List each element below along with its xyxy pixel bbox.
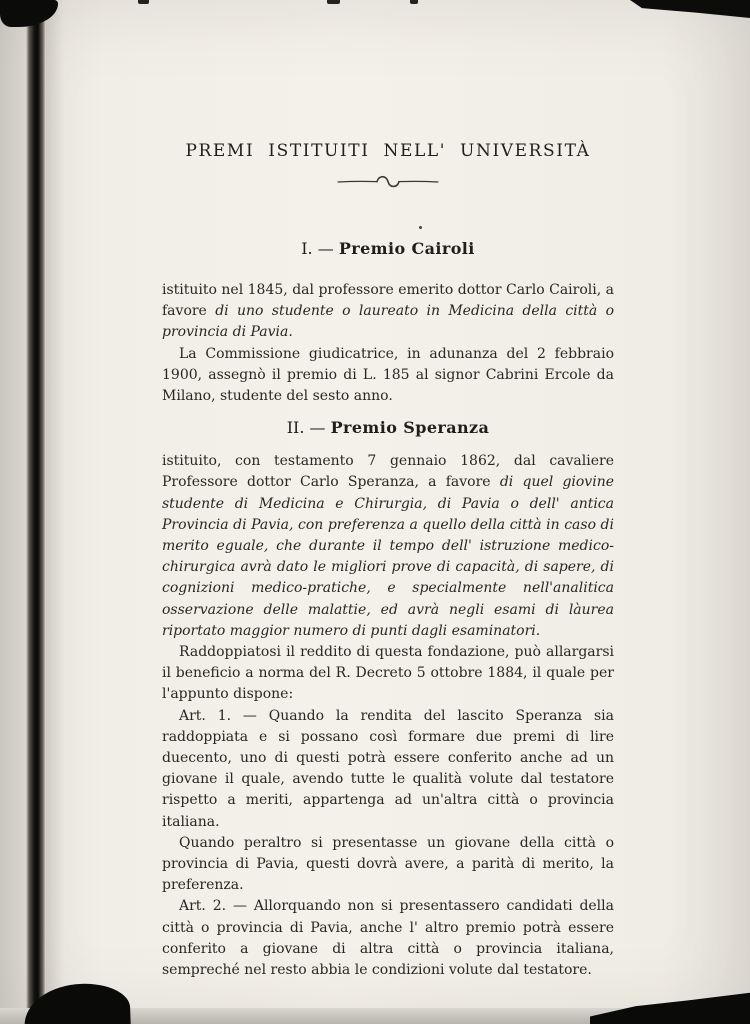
- paragraph: [162, 642, 614, 706]
- section-heading: [162, 418, 614, 437]
- section-number: I. —: [301, 239, 339, 258]
- text-segment-italic: di uno studente o laureato in Medicina della città o provincia di Pavia.: [162, 303, 615, 341]
- paragraph: [162, 706, 614, 833]
- paragraph: [162, 451, 614, 642]
- page-title: PREMI ISTITUITI NELL' UNIVERSITÀ: [185, 141, 591, 161]
- paragraph: [162, 344, 614, 408]
- text-segment: istituito, con testamento 7 gennaio 1862, dal cavaliere Professore dottor Carlo Speranza, a favore: [162, 453, 614, 491]
- text-segment: La Commissione giudicatrice, in adunanza del 2 febbraio 1900, assegnò il premio di L. 185 al signor Cabrini Ercole da Milano, studente del sesto anno.: [162, 345, 614, 405]
- section-body: [162, 280, 614, 407]
- text-segment: Quando peraltro si presentasse un giovane della città o provincia di Pavia, questi dovrà avere, a parità di merito, la preferenza.: [162, 834, 614, 894]
- text-segment-italic: di quel giovine studente di Medicina e Chirurgia, di Pavia o dell' antica Provincia di Pavia, con preferenza a quello della città in caso di merito eguale, che durante il tempo dell' istruzione medico-chirurgica avrà dato le migliori prove di capacità, di sapere, di cognizioni medico-pratiche, e specialmente nell'analitica osservazione delle malattie, ed avrà negli esami di làurea riportato maggior numero di punti dagli esaminatori.: [162, 474, 614, 639]
- text-segment: Art. 1. — Quando la rendita del lascito Speranza sia raddoppiata e si possano così formare due premi di lire duecento, uno di questi potrà essere conferito anche ad un giovane il quale, avendo tutte le qualità volute dal testatore rispetto a meriti, appartenga ad un'altra città o provincia italiana.: [162, 707, 614, 830]
- section-premio-cairoli: [162, 239, 614, 407]
- text-segment: istituito nel 1845, dal professore emerito dottor Carlo Cairoli, a favore: [162, 282, 614, 320]
- paragraph: [162, 280, 614, 344]
- section-name: Premio Cairoli: [338, 239, 475, 258]
- scan-edge-speck: [138, 0, 149, 4]
- page-content: [162, 0, 614, 981]
- scan-artifact-bottom-right: [590, 990, 750, 1024]
- section-body: [162, 451, 614, 981]
- book-gutter-shadow: [26, 0, 46, 1024]
- section-name: Premio Speranza: [330, 418, 490, 438]
- text-segment: Art. 2. — Allorquando non si presentassero candidati della città o provincia di Pavia, anche l' altro premio potrà essere conferito a giovane di altra città o provincia italiana, sempreché nel resto abbia le condizioni volute dal testatore.: [162, 898, 614, 979]
- section-number: II. —: [286, 418, 331, 438]
- section-heading: [162, 239, 614, 258]
- scan-artifact-top-right: [630, 0, 750, 18]
- text-segment: Raddoppiatosi il reddito di questa fondazione, può allargarsi il beneficio a norma del R. Decreto 5 ottobre 1884, il quale per l'appunto dispone:: [162, 644, 614, 703]
- paragraph: [162, 833, 614, 897]
- paragraph: [162, 896, 614, 981]
- section-premio-speranza: [162, 418, 614, 981]
- page-curl-shading: [46, 0, 64, 1024]
- flourish-divider-icon: [162, 173, 614, 189]
